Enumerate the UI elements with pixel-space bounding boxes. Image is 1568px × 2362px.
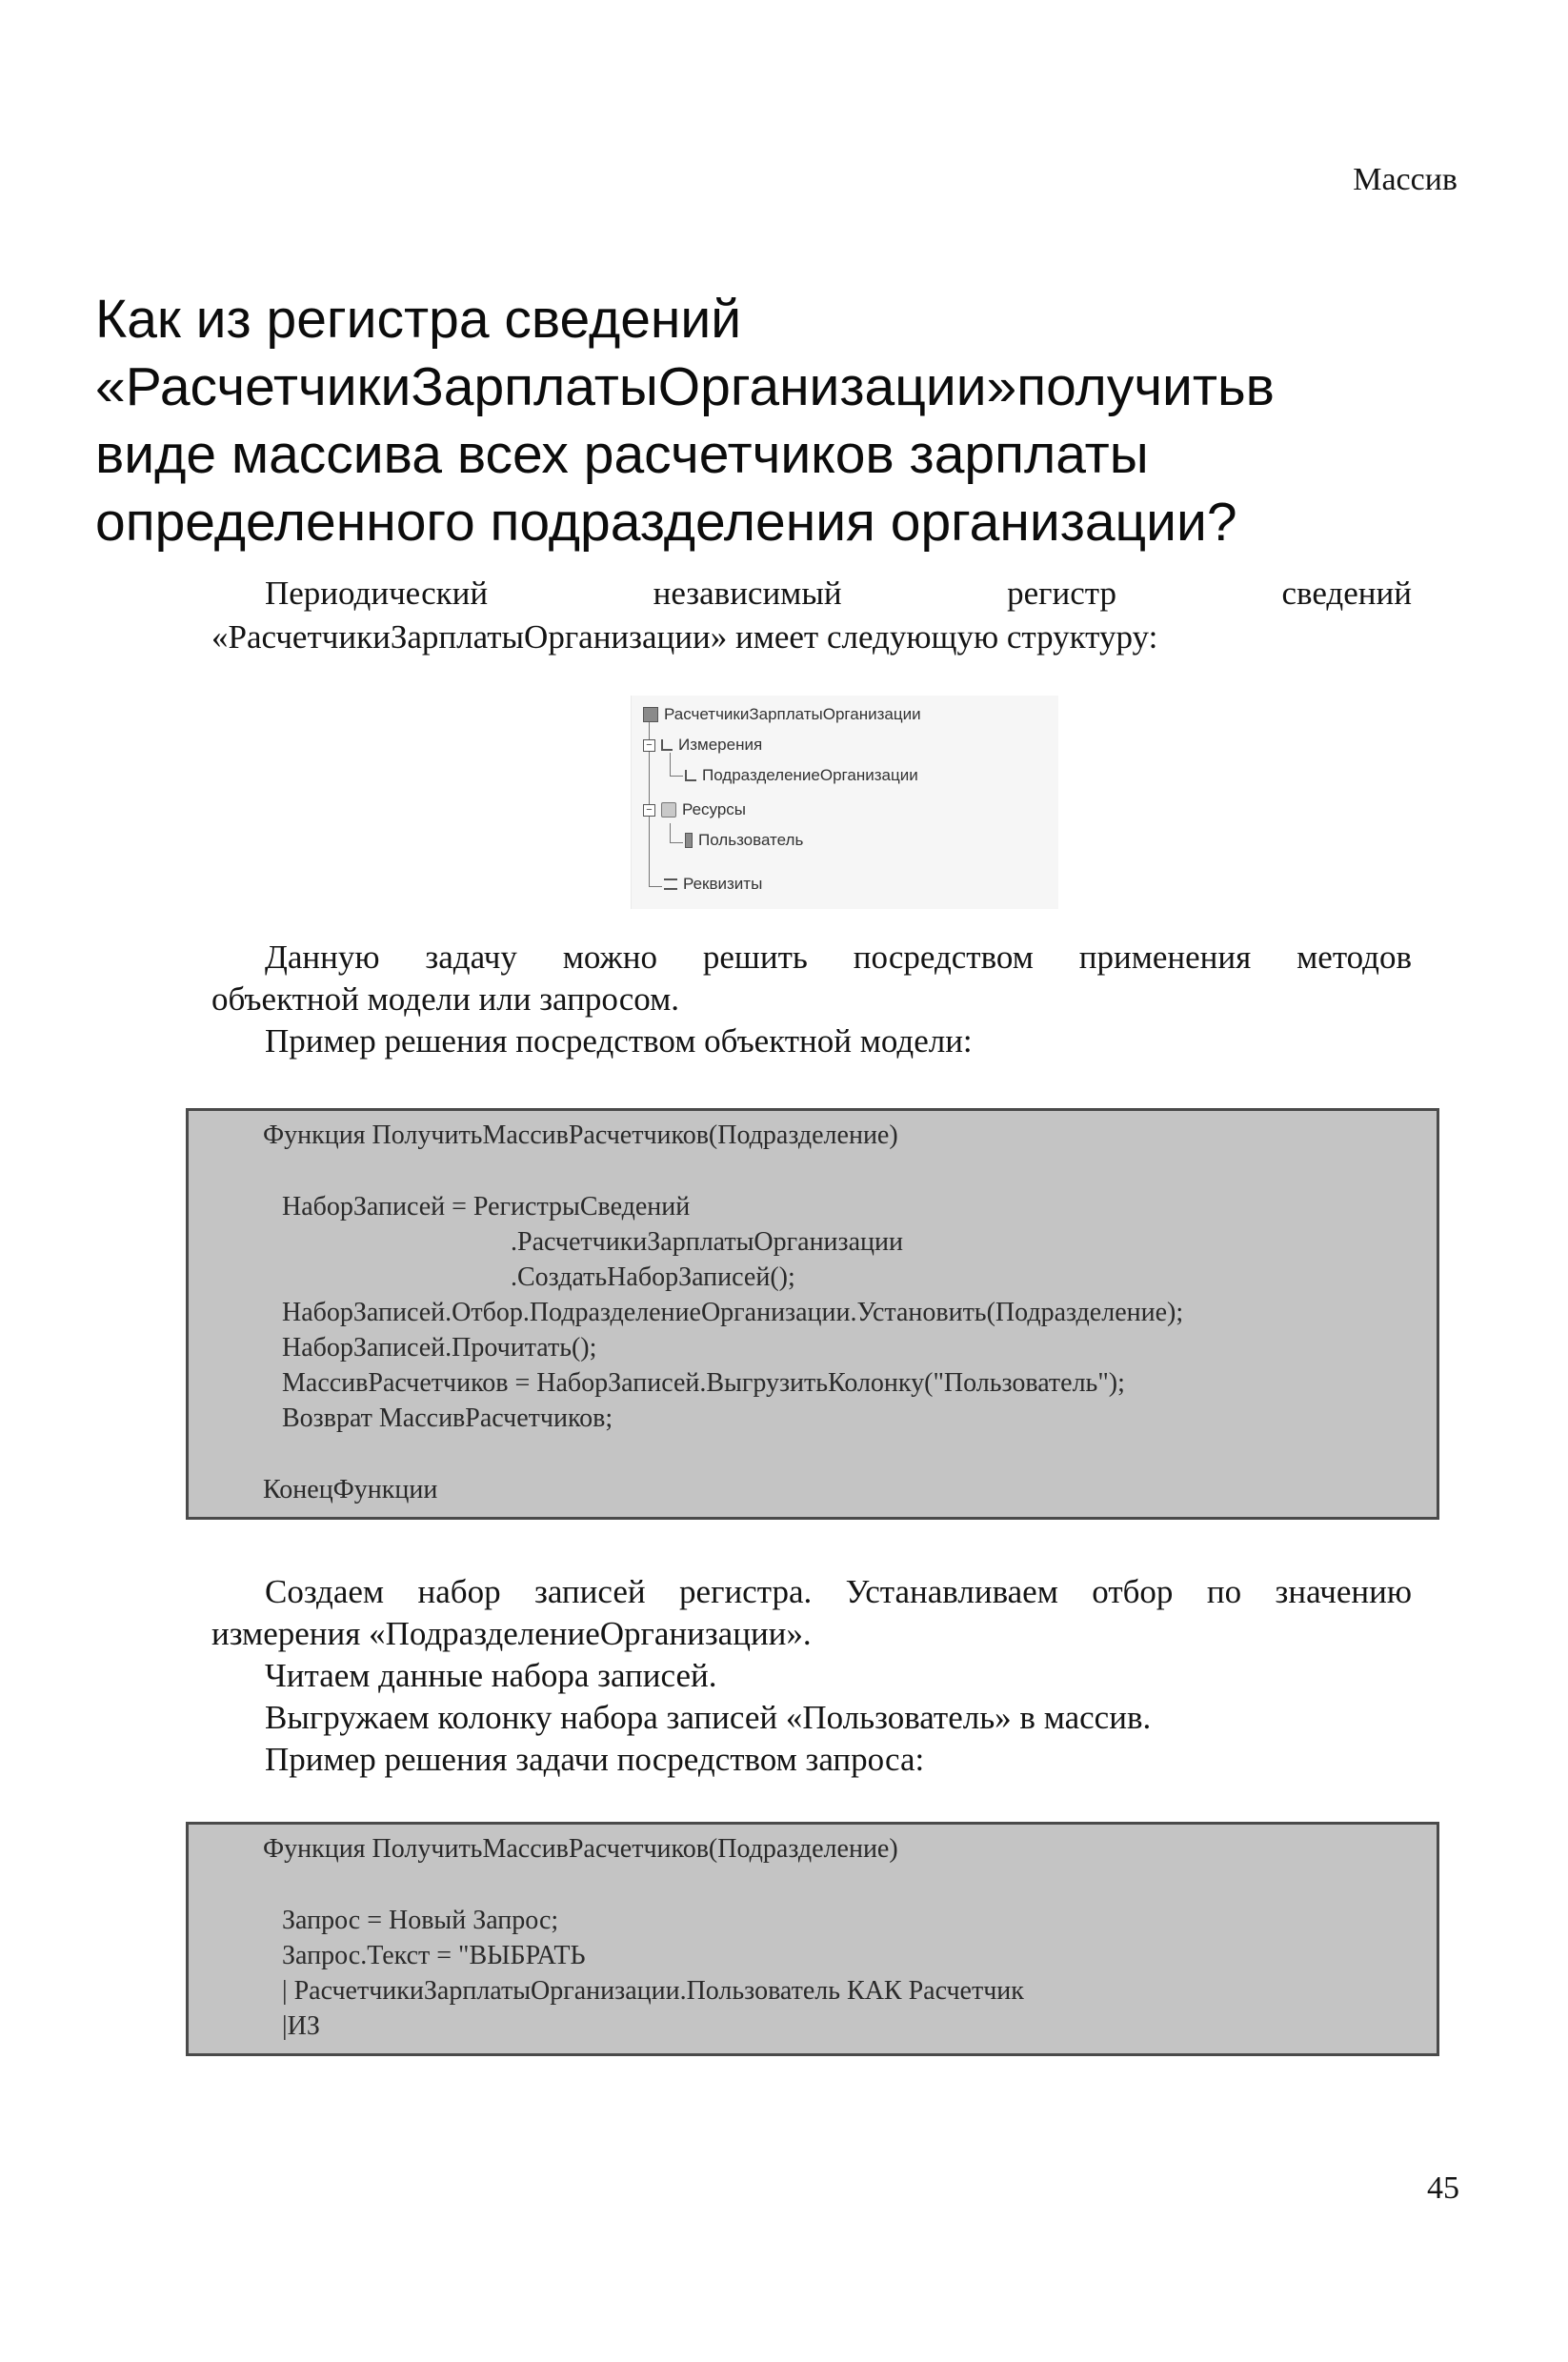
collapse-icon[interactable]: −	[643, 804, 655, 817]
code-line: | РасчетчикиЗарплатыОрганизации.Пользователь КАК Расчетчик	[282, 1976, 1024, 2006]
page-number: 45	[1427, 2170, 1459, 2206]
para3-line-4: Выгружаем колонку набора записей «Пользователь» в массив.	[265, 1699, 1152, 1736]
register-structure-tree	[631, 696, 1058, 909]
para2-line-1: Данную задачу можно решить посредством применения методов	[265, 939, 1412, 976]
code-line: |ИЗ	[282, 2011, 320, 2041]
para3-line-3: Читаем данные набора записей.	[265, 1657, 717, 1694]
intro-line-1	[265, 574, 1412, 613]
tree-connector	[670, 776, 683, 777]
code-line: НаборЗаписей.Отбор.ПодразделениеОрганизации.Установить(Подразделение);	[282, 1298, 1184, 1327]
para3-line-5: Пример решения задачи посредством запроса:	[265, 1741, 925, 1778]
tree-node-label: Реквизиты	[683, 875, 763, 893]
code-block-query	[186, 1822, 1439, 2056]
intro-word: Периодический	[265, 575, 489, 612]
code-block-object-model	[186, 1108, 1439, 1520]
tree-connector	[649, 886, 662, 887]
code-line: .РасчетчикиЗарплатыОрганизации	[511, 1227, 903, 1257]
title-line: виде массива всех расчетчиков зарплаты	[95, 424, 1149, 485]
tree-connector	[670, 753, 671, 776]
tree-node-attributes[interactable]	[664, 875, 762, 894]
code-line: Запрос.Текст = "ВЫБРАТЬ	[282, 1941, 586, 1970]
resource-field-icon	[685, 833, 693, 848]
tree-node-resources[interactable]	[643, 800, 746, 819]
tree-connector	[670, 823, 671, 842]
tree-node-label: Пользователь	[698, 831, 804, 849]
intro-word: регистр	[1007, 575, 1116, 612]
dimensions-icon	[661, 739, 673, 751]
tree-node-label: РасчетчикиЗарплатыОрганизации	[664, 705, 921, 723]
tree-node-resource-item[interactable]	[685, 831, 803, 850]
tree-node-root[interactable]	[643, 705, 921, 724]
code-line: Запрос = Новый Запрос;	[282, 1906, 559, 1935]
tree-node-label: ПодразделениеОрганизации	[702, 766, 918, 784]
title-line: Как из регистра сведений	[95, 289, 742, 350]
code-line: .СоздатьНаборЗаписей();	[511, 1262, 795, 1292]
running-head: Массив	[1353, 162, 1457, 197]
tree-node-label: Измерения	[678, 736, 763, 754]
tree-node-dimensions[interactable]	[643, 736, 762, 755]
attributes-icon	[664, 878, 677, 890]
dimension-field-icon	[685, 770, 696, 781]
intro-line-2: «РасчетчикиЗарплатыОрганизации» имеет следующую структуру:	[211, 618, 1158, 656]
title-line: определенного подразделения организации?	[95, 492, 1237, 553]
tree-node-dimension-item[interactable]	[685, 766, 918, 785]
code-line: Функция ПолучитьМассивРасчетчиков(Подразделение)	[263, 1834, 898, 1864]
code-line: Возврат МассивРасчетчиков;	[282, 1403, 613, 1433]
code-line: МассивРасчетчиков = НаборЗаписей.ВыгрузитьКолонку("Пользователь");	[282, 1368, 1125, 1398]
title-line: «РасчетчикиЗарплатыОрганизации»получитьв	[95, 356, 1275, 417]
register-icon	[643, 707, 658, 722]
code-line: НаборЗаписей.Прочитать();	[282, 1333, 597, 1363]
code-line: НаборЗаписей = РегистрыСведений	[282, 1192, 691, 1221]
code-line: Функция ПолучитьМассивРасчетчиков(Подразделение)	[263, 1120, 898, 1150]
tree-node-label: Ресурсы	[682, 800, 747, 818]
collapse-icon[interactable]: −	[643, 739, 655, 752]
intro-word: независимый	[653, 575, 842, 612]
tree-connector	[670, 842, 683, 843]
para3-line-2: измерения «ПодразделениеОрганизации».	[211, 1615, 812, 1652]
para2-line-2: объектной модели или запросом.	[211, 980, 679, 1018]
code-line: КонецФункции	[263, 1475, 438, 1504]
resources-icon	[661, 802, 676, 818]
para2-line-3: Пример решения посредством объектной модели:	[265, 1022, 973, 1060]
para3-line-1: Создаем набор записей регистра. Устанавливаем отбор по значению	[265, 1573, 1412, 1610]
intro-word: сведений	[1281, 575, 1412, 612]
chapter-title	[95, 286, 1448, 556]
